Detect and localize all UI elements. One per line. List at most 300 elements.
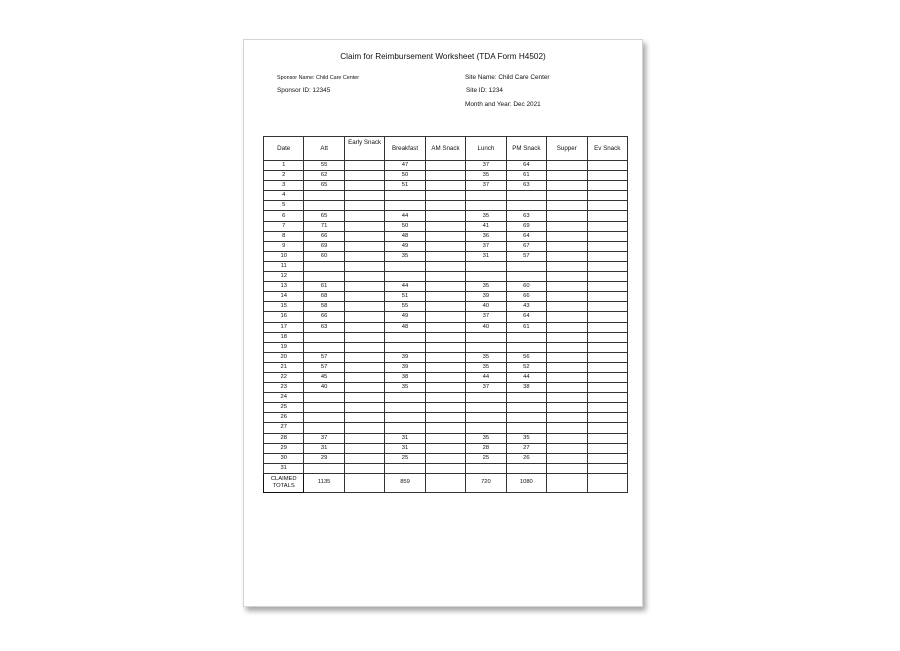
site-id: Site ID: 1234 [466, 87, 503, 94]
col-att-cell [304, 332, 344, 342]
col-att-cell [304, 261, 344, 271]
col-date-cell: 8 [264, 231, 304, 241]
col-supper-cell [547, 241, 587, 251]
col-ev-snack-cell [587, 312, 628, 322]
table-row [264, 372, 628, 382]
col-date-cell: 11 [264, 261, 304, 271]
col-early-snack-cell [344, 453, 384, 463]
col-lunch-cell [466, 191, 506, 201]
col-early-snack-cell [344, 372, 384, 382]
col-att-cell: 71 [304, 221, 344, 231]
table-row [264, 201, 628, 211]
table-row [264, 161, 628, 171]
col-lunch-cell [466, 261, 506, 271]
month-and-year: Month and Year: Dec 2021 [465, 101, 541, 108]
table-row [264, 423, 628, 433]
col-early-snack-cell [344, 403, 384, 413]
col-att-cell: 31 [304, 443, 344, 453]
table-row [264, 332, 628, 342]
col-lunch-cell: 31 [466, 251, 506, 261]
col-breakfast-cell [385, 403, 425, 413]
col-att-cell [304, 272, 344, 282]
col-lunch-cell: 35 [466, 352, 506, 362]
col-lunch-cell: 25 [466, 453, 506, 463]
col-pm-snack-cell [506, 463, 546, 473]
col-early-snack-cell [344, 423, 384, 433]
col-pm-snack-cell [506, 413, 546, 423]
col-pm-snack-cell [506, 201, 546, 211]
col-early-snack-cell [344, 201, 384, 211]
col-early-snack-cell [344, 161, 384, 171]
col-early-snack-cell [344, 261, 384, 271]
col-att-cell: 68 [304, 292, 344, 302]
col-am-snack-cell [425, 322, 465, 332]
col-am-snack-header: AM Snack [425, 137, 465, 161]
col-early-snack-cell [344, 282, 384, 292]
col-supper-cell [547, 191, 587, 201]
table-row [264, 261, 628, 271]
col-pm-snack-cell [506, 272, 546, 282]
col-att-cell: 29 [304, 453, 344, 463]
col-breakfast-cell: 44 [385, 211, 425, 221]
col-breakfast-cell [385, 393, 425, 403]
col-pm-snack-cell: 38 [506, 383, 546, 393]
col-am-snack-cell [425, 272, 465, 282]
col-ev-snack-cell [587, 221, 628, 231]
col-breakfast-cell [385, 342, 425, 352]
table-row [264, 393, 628, 403]
col-am-snack-cell [425, 171, 465, 181]
table-row [264, 221, 628, 231]
col-breakfast-cell: 31 [385, 443, 425, 453]
col-breakfast-cell: 31 [385, 433, 425, 443]
col-att-cell [304, 342, 344, 352]
col-breakfast-cell: 38 [385, 372, 425, 382]
col-supper-cell [547, 372, 587, 382]
sponsor-id: Sponsor ID: 12345 [277, 87, 331, 94]
table-row [264, 433, 628, 443]
col-am-snack-cell [425, 383, 465, 393]
col-pm-snack-cell: 56 [506, 352, 546, 362]
col-lunch-header: Lunch [466, 137, 506, 161]
col-supper-cell [547, 423, 587, 433]
col-pm-snack-cell [506, 423, 546, 433]
col-ev-snack-cell [587, 282, 628, 292]
col-am-snack-total [425, 473, 465, 492]
col-att-cell [304, 413, 344, 423]
col-lunch-cell [466, 272, 506, 282]
col-att-cell: 63 [304, 322, 344, 332]
col-breakfast-cell: 50 [385, 221, 425, 231]
col-lunch-cell: 35 [466, 362, 506, 372]
col-early-snack-cell [344, 251, 384, 261]
col-breakfast-cell: 47 [385, 161, 425, 171]
col-date-cell: 12 [264, 272, 304, 282]
col-pm-snack-cell: 69 [506, 221, 546, 231]
col-lunch-cell [466, 332, 506, 342]
col-date-cell: 20 [264, 352, 304, 362]
col-pm-snack-cell: 60 [506, 282, 546, 292]
col-lunch-cell: 44 [466, 372, 506, 382]
table-row [264, 413, 628, 423]
col-supper-cell [547, 332, 587, 342]
col-am-snack-cell [425, 261, 465, 271]
table-row [264, 403, 628, 413]
col-date-cell: 19 [264, 342, 304, 352]
col-lunch-cell [466, 413, 506, 423]
col-lunch-cell: 39 [466, 292, 506, 302]
table-row [264, 453, 628, 463]
col-pm-snack-cell: 66 [506, 292, 546, 302]
col-early-snack-total [344, 473, 384, 492]
col-date-cell: 10 [264, 251, 304, 261]
col-pm-snack-cell [506, 342, 546, 352]
table-header-row [264, 137, 628, 161]
col-date-cell: 5 [264, 201, 304, 211]
col-date-cell: 9 [264, 241, 304, 251]
col-date-cell: 24 [264, 393, 304, 403]
col-att-cell: 58 [304, 302, 344, 312]
col-att-cell [304, 191, 344, 201]
col-am-snack-cell [425, 292, 465, 302]
table-row [264, 312, 628, 322]
col-early-snack-cell [344, 383, 384, 393]
col-breakfast-cell [385, 413, 425, 423]
col-breakfast-cell [385, 201, 425, 211]
col-pm-snack-cell: 26 [506, 453, 546, 463]
table-row [264, 383, 628, 393]
col-ev-snack-cell [587, 241, 628, 251]
table-row [264, 211, 628, 221]
table-row [264, 282, 628, 292]
col-att-header: Att [304, 137, 344, 161]
col-pm-snack-cell: 67 [506, 241, 546, 251]
col-ev-snack-cell [587, 292, 628, 302]
col-ev-snack-cell [587, 161, 628, 171]
col-att-cell [304, 423, 344, 433]
col-early-snack-cell [344, 211, 384, 221]
col-breakfast-cell: 49 [385, 241, 425, 251]
col-lunch-cell [466, 342, 506, 352]
col-ev-snack-cell [587, 181, 628, 191]
col-early-snack-cell [344, 362, 384, 372]
col-att-cell: 37 [304, 433, 344, 443]
col-breakfast-cell: 25 [385, 453, 425, 463]
col-pm-snack-cell: 44 [506, 372, 546, 382]
col-pm-snack-cell: 64 [506, 161, 546, 171]
col-ev-snack-cell [587, 413, 628, 423]
col-att-cell [304, 393, 344, 403]
col-date-header: Date [264, 137, 304, 161]
worksheet-page [243, 39, 643, 607]
col-ev-snack-cell [587, 261, 628, 271]
col-att-cell [304, 201, 344, 211]
col-early-snack-cell [344, 292, 384, 302]
col-breakfast-cell [385, 191, 425, 201]
col-lunch-cell: 28 [466, 443, 506, 453]
col-date-cell: 2 [264, 171, 304, 181]
col-supper-cell [547, 302, 587, 312]
col-att-cell: 65 [304, 181, 344, 191]
col-ev-snack-cell [587, 423, 628, 433]
col-pm-snack-cell: 63 [506, 211, 546, 221]
col-ev-snack-cell [587, 362, 628, 372]
col-date-cell: 28 [264, 433, 304, 443]
col-date-cell: 30 [264, 453, 304, 463]
col-supper-cell [547, 161, 587, 171]
col-lunch-cell: 41 [466, 221, 506, 231]
col-date-cell: 31 [264, 463, 304, 473]
table-row [264, 463, 628, 473]
col-ev-snack-cell [587, 211, 628, 221]
col-am-snack-cell [425, 241, 465, 251]
col-am-snack-cell [425, 201, 465, 211]
page-title: Claim for Reimbursement Worksheet (TDA Form H4502) [340, 52, 546, 61]
table-row [264, 191, 628, 201]
col-am-snack-cell [425, 161, 465, 171]
col-early-snack-cell [344, 443, 384, 453]
col-breakfast-cell: 55 [385, 302, 425, 312]
col-lunch-cell [466, 423, 506, 433]
col-date-cell: 7 [264, 221, 304, 231]
col-pm-snack-cell [506, 261, 546, 271]
col-date-cell: 29 [264, 443, 304, 453]
table-row [264, 241, 628, 251]
col-supper-cell [547, 272, 587, 282]
col-am-snack-cell [425, 181, 465, 191]
col-supper-cell [547, 322, 587, 332]
col-early-snack-cell [344, 463, 384, 473]
col-date-cell: 25 [264, 403, 304, 413]
col-ev-snack-total [587, 473, 628, 492]
col-pm-snack-cell [506, 403, 546, 413]
col-date-cell: 18 [264, 332, 304, 342]
col-lunch-cell [466, 403, 506, 413]
col-lunch-cell [466, 393, 506, 403]
col-pm-snack-cell: 35 [506, 433, 546, 443]
col-att-cell [304, 463, 344, 473]
col-early-snack-cell [344, 413, 384, 423]
table-body [264, 161, 628, 493]
col-lunch-cell: 37 [466, 312, 506, 322]
col-att-cell: 40 [304, 383, 344, 393]
totals-row [264, 473, 628, 492]
col-am-snack-cell [425, 443, 465, 453]
col-att-cell: 69 [304, 241, 344, 251]
col-supper-cell [547, 453, 587, 463]
col-lunch-cell: 36 [466, 231, 506, 241]
col-breakfast-cell [385, 261, 425, 271]
col-ev-snack-cell [587, 433, 628, 443]
col-supper-cell [547, 211, 587, 221]
col-pm-snack-cell: 61 [506, 322, 546, 332]
col-pm-snack-cell: 64 [506, 231, 546, 241]
col-att-cell: 57 [304, 362, 344, 372]
col-pm-snack-cell [506, 332, 546, 342]
col-breakfast-cell: 49 [385, 312, 425, 322]
col-breakfast-cell: 35 [385, 251, 425, 261]
col-supper-cell [547, 251, 587, 261]
col-ev-snack-cell [587, 171, 628, 181]
table-row [264, 231, 628, 241]
col-supper-cell [547, 342, 587, 352]
col-am-snack-cell [425, 403, 465, 413]
table-row [264, 352, 628, 362]
claimed-totals-label: CLAIMED TOTALS [264, 473, 304, 492]
col-att-cell: 66 [304, 231, 344, 241]
col-date-cell: 22 [264, 372, 304, 382]
col-supper-cell [547, 181, 587, 191]
col-date-cell: 23 [264, 383, 304, 393]
col-supper-cell [547, 292, 587, 302]
col-early-snack-cell [344, 342, 384, 352]
col-lunch-cell: 37 [466, 383, 506, 393]
col-ev-snack-cell [587, 352, 628, 362]
col-supper-cell [547, 201, 587, 211]
col-att-cell: 57 [304, 352, 344, 362]
col-lunch-cell [466, 463, 506, 473]
col-early-snack-cell [344, 241, 384, 251]
col-date-cell: 15 [264, 302, 304, 312]
col-date-cell: 3 [264, 181, 304, 191]
col-am-snack-cell [425, 282, 465, 292]
table-row [264, 362, 628, 372]
table-row [264, 171, 628, 181]
col-ev-snack-cell [587, 393, 628, 403]
col-supper-cell [547, 352, 587, 362]
col-am-snack-cell [425, 463, 465, 473]
site-name: Site Name: Child Care Center [465, 74, 550, 81]
col-am-snack-cell [425, 221, 465, 231]
col-am-snack-cell [425, 211, 465, 221]
col-supper-cell [547, 362, 587, 372]
col-early-snack-cell [344, 312, 384, 322]
col-breakfast-cell: 48 [385, 231, 425, 241]
col-date-cell: 14 [264, 292, 304, 302]
col-breakfast-cell: 39 [385, 352, 425, 362]
col-ev-snack-cell [587, 322, 628, 332]
col-supper-cell [547, 171, 587, 181]
table-row [264, 443, 628, 453]
col-breakfast-header: Breakfast [385, 137, 425, 161]
col-ev-snack-cell [587, 342, 628, 352]
col-lunch-cell: 40 [466, 302, 506, 312]
col-lunch-cell: 37 [466, 161, 506, 171]
col-supper-cell [547, 403, 587, 413]
col-am-snack-cell [425, 191, 465, 201]
col-am-snack-cell [425, 423, 465, 433]
col-am-snack-cell [425, 372, 465, 382]
col-early-snack-cell [344, 272, 384, 282]
table-row [264, 292, 628, 302]
col-ev-snack-cell [587, 463, 628, 473]
col-supper-cell [547, 312, 587, 322]
col-supper-cell [547, 433, 587, 443]
col-lunch-cell: 37 [466, 241, 506, 251]
col-breakfast-cell [385, 332, 425, 342]
col-supper-cell [547, 261, 587, 271]
col-pm-snack-cell [506, 191, 546, 201]
col-breakfast-cell: 48 [385, 322, 425, 332]
col-am-snack-cell [425, 362, 465, 372]
col-ev-snack-cell [587, 372, 628, 382]
col-early-snack-cell [344, 302, 384, 312]
col-am-snack-cell [425, 312, 465, 322]
col-pm-snack-total: 1080 [506, 473, 546, 492]
col-early-snack-cell [344, 231, 384, 241]
col-lunch-cell: 37 [466, 181, 506, 191]
col-am-snack-cell [425, 393, 465, 403]
col-supper-total [547, 473, 587, 492]
col-ev-snack-cell [587, 231, 628, 241]
col-breakfast-cell: 39 [385, 362, 425, 372]
col-date-cell: 27 [264, 423, 304, 433]
col-early-snack-cell [344, 332, 384, 342]
col-att-cell [304, 403, 344, 413]
col-pm-snack-cell: 27 [506, 443, 546, 453]
col-supper-cell [547, 443, 587, 453]
col-date-cell: 26 [264, 413, 304, 423]
table-row [264, 181, 628, 191]
col-lunch-cell [466, 201, 506, 211]
col-att-cell: 61 [304, 282, 344, 292]
col-ev-snack-cell [587, 443, 628, 453]
col-lunch-cell: 35 [466, 433, 506, 443]
col-ev-snack-cell [587, 403, 628, 413]
table-row [264, 302, 628, 312]
col-supper-cell [547, 463, 587, 473]
col-pm-snack-header: PM Snack [506, 137, 546, 161]
col-pm-snack-cell: 61 [506, 171, 546, 181]
col-lunch-cell: 40 [466, 322, 506, 332]
col-lunch-cell: 35 [466, 282, 506, 292]
col-date-cell: 21 [264, 362, 304, 372]
col-am-snack-cell [425, 413, 465, 423]
col-am-snack-cell [425, 332, 465, 342]
table-row [264, 342, 628, 352]
col-pm-snack-cell: 64 [506, 312, 546, 322]
col-am-snack-cell [425, 342, 465, 352]
col-early-snack-cell [344, 352, 384, 362]
col-lunch-cell: 35 [466, 171, 506, 181]
col-ev-snack-header: Ev Snack [587, 137, 628, 161]
col-date-cell: 16 [264, 312, 304, 322]
col-supper-cell [547, 383, 587, 393]
col-early-snack-cell [344, 181, 384, 191]
col-lunch-total: 720 [466, 473, 506, 492]
col-breakfast-total: 859 [385, 473, 425, 492]
col-ev-snack-cell [587, 272, 628, 282]
col-att-cell: 45 [304, 372, 344, 382]
col-ev-snack-cell [587, 302, 628, 312]
col-am-snack-cell [425, 251, 465, 261]
col-supper-cell [547, 413, 587, 423]
col-date-cell: 1 [264, 161, 304, 171]
col-ev-snack-cell [587, 201, 628, 211]
col-pm-snack-cell: 57 [506, 251, 546, 261]
col-pm-snack-cell: 43 [506, 302, 546, 312]
col-breakfast-cell: 35 [385, 383, 425, 393]
col-att-cell: 65 [304, 211, 344, 221]
col-pm-snack-cell: 52 [506, 362, 546, 372]
col-supper-header: Supper [547, 137, 587, 161]
col-breakfast-cell: 51 [385, 292, 425, 302]
col-ev-snack-cell [587, 191, 628, 201]
col-supper-cell [547, 282, 587, 292]
col-ev-snack-cell [587, 383, 628, 393]
col-breakfast-cell: 50 [385, 171, 425, 181]
col-supper-cell [547, 393, 587, 403]
